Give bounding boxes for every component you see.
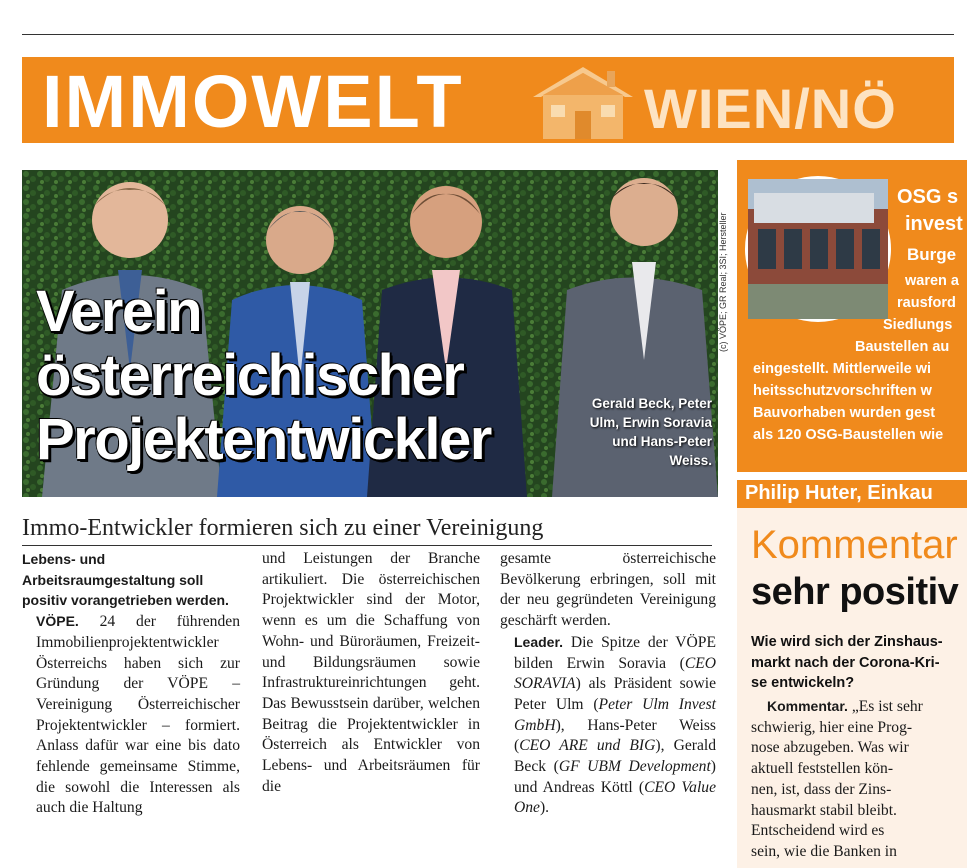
- sidebox-bold-line: Burge: [907, 245, 957, 264]
- role-text: CEO Value One: [514, 778, 716, 817]
- sidebox-line: als 120 OSG-Baustellen wie: [753, 427, 944, 443]
- banner-title: IMMOWELT: [42, 60, 464, 143]
- article-paragraph: gesamte österreichische Bevölkerung erbringen, soll mit der neu gegründeten Vereinigung geschärft werden.: [500, 550, 716, 630]
- answer-line: „Es ist sehr: [851, 698, 923, 715]
- paragraph-text: ).: [539, 799, 550, 817]
- title-line: OSG s: [897, 186, 959, 208]
- hero-photo: [22, 170, 718, 497]
- keyword: Kommentar.: [767, 698, 848, 714]
- answer-line: schwierig, hier eine Prog-: [751, 718, 913, 736]
- sidebox-line: Siedlungs: [883, 317, 953, 333]
- role-text: Peter Ulm Invest GmbH: [514, 695, 716, 734]
- caption-line: Ulm, Erwin Soravia: [589, 415, 712, 430]
- sidebox-line: waren a: [905, 273, 959, 289]
- sidebox-line: eingestellt. Mittlerweile wi: [753, 361, 932, 377]
- sidebox-title: [897, 184, 963, 238]
- comment-answer: [751, 696, 923, 863]
- answer-line: nose abzugeben. Was wir: [751, 739, 909, 757]
- top-rule: [22, 34, 954, 35]
- question-line: se entwickeln?: [751, 675, 855, 691]
- role-text: GF UBM Development: [558, 758, 711, 776]
- title-line: invest: [905, 213, 963, 235]
- question-line: markt nach der Corona-Kri-: [751, 654, 940, 671]
- keyword: VÖPE.: [36, 613, 79, 630]
- answer-line: aktuell feststellen kön-: [751, 760, 894, 778]
- headline-line: Projektentwickler: [36, 407, 491, 472]
- article-paragraph: und Leistungen der Branche artikuliert. Die österreichischen Projektwickler sind der Motor, wenn es um die Schaffung von Wohn- und Büroräumen, Freizeit- und Bildungsräumen sowie Infrastruktureinrichtungen geht. Das Bewusstsein darüber, welchen Beitrag die Projektentwickler in Österreich als Entwickler von Lebens- und Arbeitsräumen für die: [262, 550, 480, 795]
- paragraph-text: ), Hans-Peter Weiss (: [514, 716, 716, 755]
- headline: [36, 280, 491, 472]
- headline-line: Verein: [36, 279, 202, 344]
- osg-sidebox: [737, 160, 967, 472]
- comment-title: Kommentar: [751, 523, 958, 567]
- comment-box: [737, 508, 967, 868]
- comment-author: Philip Huter, Einkau: [745, 482, 933, 504]
- comment-author-band: [737, 480, 967, 508]
- article-lead: Lebens- und Arbeitsraumgestaltung soll positiv vorangetrieben werden.: [22, 551, 229, 609]
- paragraph-text: ), Gerald Beck (: [514, 737, 716, 776]
- article-paragraph: [22, 611, 240, 819]
- keyword: Leader.: [514, 633, 564, 650]
- article-column-2: [262, 549, 480, 797]
- photo-caption: [562, 394, 712, 470]
- article-column-1: [22, 549, 240, 819]
- subhead-rule: [22, 545, 712, 546]
- sidebox-line: rausford: [897, 295, 956, 311]
- caption-line: Weiss.: [669, 453, 712, 468]
- building-illustration: [748, 179, 888, 319]
- house-icon: [527, 63, 639, 141]
- paragraph-text: 24 der führenden Immobilienprojektentwickler Österreichs haben sich zur Gründung der VÖPE – Vereinigung Österreichischer Projektentwickler – formiert. Anlass dafür war eine bis dato fehlende gemeinsame Stimme, die sowohl die Interessen als auch die Haltung: [36, 613, 240, 817]
- question-line: Wie wird sich der Zinshaus-: [751, 634, 943, 650]
- sidebox-line: Bauvorhaben wurden gest: [753, 405, 936, 421]
- photo-credit: (c) VÖPE; GR Real; 3SI; Hersteller: [718, 212, 728, 352]
- role-text: CEO ARE und BIG: [519, 737, 656, 755]
- sidebox-line: Baustellen au: [855, 339, 950, 355]
- sidebox-line: heitsschutzvorschriften w: [753, 383, 932, 399]
- article-column-3: [500, 549, 716, 819]
- comment-subtitle: sehr positiv: [751, 571, 959, 613]
- section-banner: [22, 57, 954, 143]
- answer-line: nen, ist, dass der Zins-: [751, 780, 892, 798]
- comment-question: [751, 632, 943, 694]
- building-photo: [745, 176, 891, 322]
- paragraph-text: Die Spitze der VÖPE bilden Erwin Soravia (: [514, 633, 716, 672]
- role-text: CEO SORAVIA: [514, 654, 716, 693]
- article-subheadline: Immo-Entwickler formieren sich zu einer Vereinigung: [22, 515, 544, 541]
- answer-line: sein, wie die Banken in: [751, 842, 897, 860]
- paragraph-text: ) und Andreas Köttl (: [514, 758, 716, 796]
- answer-line: hausmarkt stabil bleibt.: [751, 801, 897, 819]
- article-paragraph: [500, 632, 716, 819]
- caption-line: Gerald Beck, Peter: [591, 396, 712, 411]
- banner-region: WIEN/NÖ: [644, 77, 897, 140]
- paragraph-text: ) als Präsident sowie Peter Ulm (: [514, 675, 716, 713]
- answer-line: Entscheidend wird es: [751, 822, 885, 840]
- headline-line: österreichischer: [36, 343, 464, 408]
- caption-line: und Hans-Peter: [612, 434, 712, 449]
